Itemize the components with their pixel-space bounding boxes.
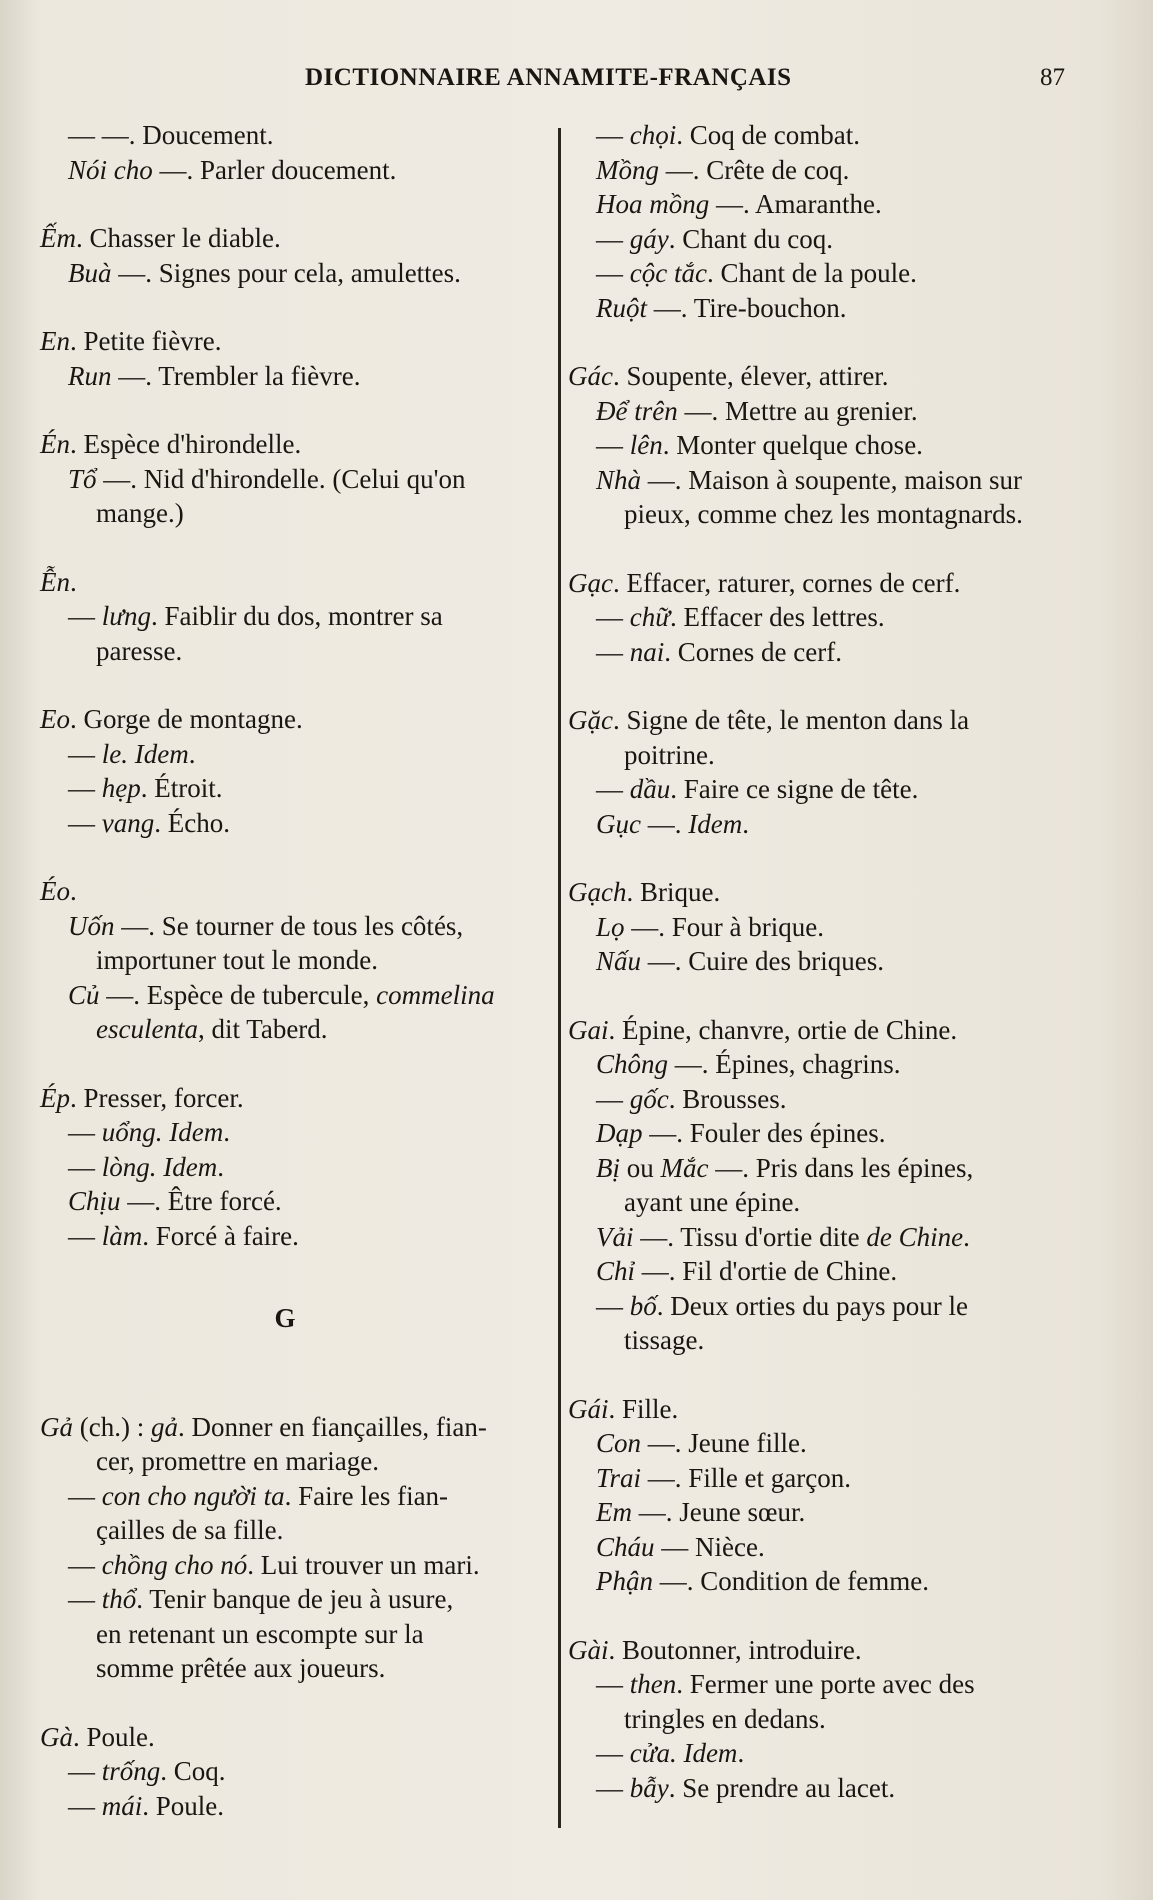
dictionary-entry [568, 566, 1078, 670]
text: . Petite fièvre. [70, 326, 222, 356]
italic-text: Gạch [568, 877, 627, 907]
text: — [68, 1117, 102, 1147]
dictionary-entry [40, 1720, 550, 1824]
italic-text: Gục [596, 808, 641, 839]
italic-text: vang [101, 807, 155, 838]
text: . [70, 566, 77, 597]
entry-line [40, 1115, 550, 1150]
italic-text: trống [101, 1756, 161, 1786]
entry-line [40, 1513, 550, 1548]
entry-line [568, 256, 1078, 291]
text: . Coq de combat. [676, 120, 860, 150]
text: —. Parler doucement. [152, 154, 397, 185]
text: . Faire les fian- [284, 1480, 449, 1511]
italic-text: le. Idem [101, 738, 189, 769]
text: — [68, 773, 102, 803]
text: — [596, 636, 630, 667]
entry-line [40, 1184, 550, 1219]
italic-text: Củ [68, 979, 100, 1010]
italic-text: dầu [629, 774, 671, 804]
text: . Se prendre au lacet. [668, 1772, 896, 1803]
dictionary-entry [40, 1081, 550, 1254]
dictionary-entry [40, 118, 550, 187]
italic-text: Dạp [596, 1118, 643, 1148]
text: — [596, 602, 630, 632]
entry-line [568, 1461, 1078, 1496]
italic-text: Con [596, 1428, 642, 1458]
italic-text: Mồng [596, 154, 659, 185]
entry-line [40, 1479, 550, 1514]
italic-text: hẹp [101, 773, 141, 803]
entry-headword-line [40, 874, 550, 909]
text: . [963, 1221, 970, 1252]
italic-text: cộc tắc [629, 258, 707, 288]
entry-line [568, 497, 1078, 532]
text: —. Jeune sœur. [632, 1497, 806, 1527]
italic-text: de Chine [866, 1221, 964, 1252]
dictionary-entry [40, 565, 550, 669]
italic-text: chọi [629, 120, 677, 150]
italic-text: chồng cho nó [101, 1549, 248, 1580]
left-entries-after [40, 1410, 550, 1824]
text: —. Tissu d'ortie dite [633, 1221, 867, 1252]
italic-text: Chông [596, 1049, 669, 1079]
italic-text: Ễn [40, 566, 70, 597]
entry-headword-line [568, 875, 1078, 910]
text: — [596, 1669, 630, 1699]
italic-text: Để trên [596, 395, 678, 426]
entry-line [568, 118, 1078, 153]
section-letter: G [274, 1303, 296, 1333]
dictionary-entry [40, 874, 550, 1047]
text: poitrine. [624, 739, 715, 770]
dictionary-entry [568, 1392, 1078, 1599]
text: —. Fil d'ortie de Chine. [635, 1256, 898, 1286]
text: . Fermer une porte avec des [676, 1669, 975, 1699]
italic-text: commelina [376, 979, 495, 1010]
italic-text: Vải [596, 1221, 634, 1252]
text: çailles de sa fille. [96, 1515, 284, 1545]
text: . Chant du coq. [668, 223, 833, 254]
text: . Poule. [73, 1721, 155, 1752]
entry-line [40, 978, 550, 1013]
entry-line [568, 153, 1078, 188]
entry-line [568, 807, 1078, 842]
italic-text: Hoa mồng [596, 189, 710, 219]
column-rule [558, 128, 561, 1828]
text: pieux, comme chez les montagnards. [624, 499, 1023, 529]
italic-text: Cháu [596, 1531, 655, 1562]
text: . Forcé à faire. [142, 1220, 299, 1251]
italic-text: chữ [629, 602, 670, 632]
running-title: DICTIONNAIRE ANNAMITE-FRANÇAIS [305, 64, 792, 91]
text: . Monter quelque chose. [662, 430, 923, 460]
italic-text: nai [629, 636, 665, 667]
text: — [596, 1290, 630, 1321]
entry-line [40, 1617, 550, 1652]
text: —. Signes pour cela, amulettes. [111, 257, 461, 288]
entry-line [568, 394, 1078, 429]
text: . Chant de la poule. [706, 258, 917, 288]
dictionary-entry [568, 703, 1078, 841]
text: . Presser, forcer. [70, 1082, 244, 1113]
text: importuner tout le monde. [96, 945, 378, 975]
entry-line [40, 256, 550, 291]
entry-headword-line [40, 427, 550, 462]
italic-text: Lọ [596, 911, 625, 942]
text: somme prêtée aux joueurs. [96, 1653, 386, 1683]
italic-text: then [629, 1669, 677, 1699]
italic-text: Chịu [68, 1186, 121, 1216]
italic-text: Tổ [68, 463, 97, 494]
italic-text: uổng. Idem [101, 1117, 224, 1147]
text: . [217, 1151, 224, 1182]
left-column [40, 118, 550, 1857]
text: —. [640, 808, 689, 839]
text: — [68, 1584, 102, 1614]
entry-line [568, 222, 1078, 257]
right-column [568, 118, 1078, 1839]
entry-line [40, 1444, 550, 1479]
italic-text: thổ [101, 1584, 137, 1614]
text: — [68, 601, 102, 631]
entry-line [40, 1548, 550, 1583]
text: —. Épines, chagrins. [668, 1049, 901, 1079]
text: . Brique. [626, 877, 721, 907]
text: cer, promettre en mariage. [96, 1446, 380, 1476]
text: — [596, 1083, 630, 1114]
entry-line [568, 1082, 1078, 1117]
text: —. Condition de femme. [653, 1566, 929, 1596]
text: — —. Doucement. [68, 120, 274, 150]
text: — [596, 1738, 630, 1768]
entry-line [568, 187, 1078, 222]
entry-line [568, 1564, 1078, 1599]
entry-line [568, 635, 1078, 670]
entry-line [568, 772, 1078, 807]
text: . Épine, chanvre, ortie de Chine. [608, 1014, 958, 1045]
italic-text: Gạc [568, 567, 613, 598]
text: . Effacer des lettres. [669, 602, 885, 632]
page-number: 87 [1040, 64, 1065, 91]
text: . Écho. [154, 807, 230, 838]
italic-text: mái [101, 1790, 143, 1821]
dictionary-entry [568, 118, 1078, 325]
entry-headword-line [568, 566, 1078, 601]
entry-line [40, 1754, 550, 1789]
text: —. Crête de coq. [659, 154, 850, 185]
text: . Lui trouver un mari. [247, 1549, 480, 1580]
entry-line [568, 1702, 1078, 1737]
italic-text: Gái [568, 1393, 609, 1424]
text: —. Mettre au grenier. [677, 395, 918, 426]
text: . Boutonner, introduire. [608, 1634, 862, 1665]
text: — [596, 1772, 630, 1803]
italic-text: Eo [40, 704, 70, 734]
italic-text: làm [101, 1220, 143, 1251]
entry-line [40, 599, 550, 634]
dictionary-entry [40, 1410, 550, 1686]
entry-line [40, 909, 550, 944]
text: — [596, 430, 630, 460]
text: en retenant un escompte sur la [96, 1618, 424, 1649]
text: — Nièce. [654, 1531, 765, 1562]
text: —. Amaranthe. [709, 189, 882, 219]
italic-text: Ruột [596, 292, 647, 323]
dictionary-entry [568, 875, 1078, 979]
text: —. Être forcé. [120, 1186, 282, 1216]
text: . Chasser le diable. [76, 223, 281, 253]
italic-text: Phận [596, 1566, 653, 1596]
entry-line [568, 1254, 1078, 1289]
text: . Brousses. [668, 1083, 787, 1114]
left-entries [40, 118, 550, 1253]
italic-text: esculenta [96, 1014, 198, 1044]
italic-text: Nói cho [68, 154, 153, 185]
text: . Signe de tête, le menton dans la [612, 705, 970, 735]
text: —. Espèce de tubercule, [99, 979, 377, 1010]
italic-text: Nấu [596, 946, 642, 976]
entry-headword-line [40, 221, 550, 256]
italic-text: Gài [568, 1634, 609, 1665]
entry-headword-line [40, 702, 550, 737]
entry-headword-line [568, 1633, 1078, 1668]
text: . Faire ce signe de tête. [670, 774, 919, 804]
italic-text: Bị [596, 1152, 620, 1183]
dictionary-entry [40, 702, 550, 840]
entry-headword-line [40, 565, 550, 600]
text: —. Maison à soupente, maison sur [641, 464, 1022, 495]
entry-line [568, 1495, 1078, 1530]
text: . Donner en fiançailles, fian- [177, 1411, 487, 1442]
text: —. Four à brique. [624, 911, 824, 942]
italic-text: Em [596, 1497, 632, 1527]
dictionary-entry [40, 324, 550, 393]
entry-line [568, 600, 1078, 635]
italic-text: Gác [568, 361, 613, 391]
text: paresse. [96, 635, 183, 666]
entry-line [568, 1667, 1078, 1702]
italic-text: lưng [101, 601, 151, 631]
italic-text: lòng. Idem [101, 1151, 218, 1182]
text: . Poule. [142, 1790, 225, 1821]
entry-headword-line [568, 359, 1078, 394]
entry-headword-line [40, 1720, 550, 1755]
text: —. Fille et garçon. [641, 1462, 851, 1493]
entry-headword-line [568, 1013, 1078, 1048]
entry-line [568, 1736, 1078, 1771]
italic-text: Gặc [568, 705, 613, 735]
entry-line [568, 1151, 1078, 1186]
text: —. Nid d'hirondelle. (Celui qu'on [96, 463, 466, 494]
entry-line [568, 1220, 1078, 1255]
text: — [596, 223, 630, 254]
dictionary-entry [40, 221, 550, 290]
italic-text: Éo [40, 876, 70, 906]
italic-text: Mắc [660, 1152, 709, 1183]
text: — [68, 1220, 102, 1251]
text: — [68, 807, 102, 838]
italic-text: Buà [68, 257, 112, 288]
text: —. Pris dans les épines, [708, 1152, 974, 1183]
text: —. Fouler des épines. [642, 1118, 886, 1148]
text: . [737, 1738, 745, 1768]
text: — [596, 258, 630, 288]
right-entries [568, 118, 1078, 1805]
entry-line [40, 359, 550, 394]
entry-line [40, 153, 550, 188]
italic-text: Uốn [68, 910, 115, 941]
entry-line [40, 462, 550, 497]
entry-headword-line [568, 1392, 1078, 1427]
text: — [68, 1756, 102, 1786]
italic-text: Gai [568, 1014, 609, 1045]
text: — [68, 1549, 102, 1580]
italic-text: Nhà [596, 464, 642, 495]
italic-text: Idem [688, 808, 743, 839]
italic-text: Run [68, 360, 112, 391]
entry-line [568, 1185, 1078, 1220]
entry-line [568, 1530, 1078, 1565]
text: . Tenir banque de jeu à usure, [136, 1584, 454, 1614]
italic-text: bố [629, 1290, 657, 1321]
text: —. Cuire des briques. [641, 946, 884, 976]
entry-line [40, 806, 550, 841]
text: . Fille. [608, 1393, 679, 1424]
text: —. Se tourner de tous les côtés, [114, 910, 464, 941]
text: — [596, 120, 630, 150]
italic-text: Chỉ [596, 1256, 636, 1286]
entry-line [568, 291, 1078, 326]
text: . Espèce d'hirondelle. [70, 429, 302, 459]
entry-line [568, 1289, 1078, 1324]
italic-text: Gà [40, 1721, 73, 1752]
text: . Effacer, raturer, cornes de cerf. [612, 567, 961, 598]
italic-text: gốc [629, 1083, 669, 1114]
italic-text: Én [40, 429, 70, 459]
text: . [223, 1117, 230, 1147]
text: —. Tire-bouchon. [647, 292, 847, 323]
italic-text: gáy [629, 223, 669, 254]
text: tissage. [624, 1325, 705, 1355]
italic-text: Ếm [40, 223, 76, 253]
entry-line [40, 1219, 550, 1254]
text: — [68, 1480, 102, 1511]
entry-headword-line [40, 1081, 550, 1116]
text: (ch.) : [73, 1411, 151, 1442]
text: . Faiblir du dos, montrer sa [150, 601, 443, 631]
text: — [68, 1151, 102, 1182]
entry-line [568, 1771, 1078, 1806]
dictionary-entry [568, 359, 1078, 532]
text: — [68, 738, 102, 769]
text: . [70, 876, 77, 906]
dictionary-entry [568, 1633, 1078, 1806]
entry-line [568, 944, 1078, 979]
italic-text: cửa. Idem [629, 1738, 738, 1768]
entry-line [40, 1012, 550, 1047]
italic-text: Ép [40, 1082, 70, 1113]
entry-line [40, 1651, 550, 1686]
entry-line [40, 118, 550, 153]
page-header [0, 64, 1153, 104]
text: tringles en dedans. [624, 1703, 826, 1734]
italic-text: En [40, 326, 70, 356]
text: —. Trembler la fièvre. [111, 360, 361, 391]
entry-line [568, 428, 1078, 463]
text: . [742, 808, 749, 839]
entry-headword-line [40, 324, 550, 359]
entry-line [40, 1789, 550, 1824]
entry-line [40, 634, 550, 669]
italic-text: bẫy [629, 1772, 669, 1803]
entry-line [568, 463, 1078, 498]
entry-line [568, 1323, 1078, 1358]
entry-headword-line [40, 1410, 550, 1445]
text: . Cornes de cerf. [664, 636, 842, 667]
text: — [68, 1790, 102, 1821]
text: , dit Taberd. [197, 1014, 328, 1044]
entry-line [40, 1582, 550, 1617]
italic-text: lên [629, 430, 663, 460]
text: . Gorge de montagne. [70, 704, 303, 734]
entry-line [568, 1047, 1078, 1082]
entry-headword-line [568, 703, 1078, 738]
text: . Soupente, élever, attirer. [612, 361, 889, 391]
italic-text: Gả [40, 1411, 73, 1442]
entry-line [40, 943, 550, 978]
text: ou [620, 1152, 661, 1183]
dictionary-entry [568, 1013, 1078, 1358]
entry-line [40, 771, 550, 806]
text: . [188, 738, 196, 769]
text: . Coq. [160, 1756, 226, 1786]
entry-line [568, 1116, 1078, 1151]
entry-line [568, 738, 1078, 773]
dictionary-entry [40, 427, 550, 531]
italic-text: gả [150, 1411, 178, 1442]
entry-line [40, 496, 550, 531]
text: . Étroit. [140, 773, 223, 803]
italic-text: con cho người ta [101, 1480, 285, 1511]
text: —. Jeune fille. [641, 1428, 807, 1458]
text: . Deux orties du pays pour le [656, 1290, 968, 1321]
text: ayant une épine. [624, 1187, 801, 1217]
text: — [596, 774, 630, 804]
italic-text: Trai [596, 1462, 642, 1493]
entry-line [40, 737, 550, 772]
text: mange.) [96, 498, 184, 528]
entry-line [568, 1426, 1078, 1461]
entry-line [40, 1150, 550, 1185]
entry-line [568, 910, 1078, 945]
